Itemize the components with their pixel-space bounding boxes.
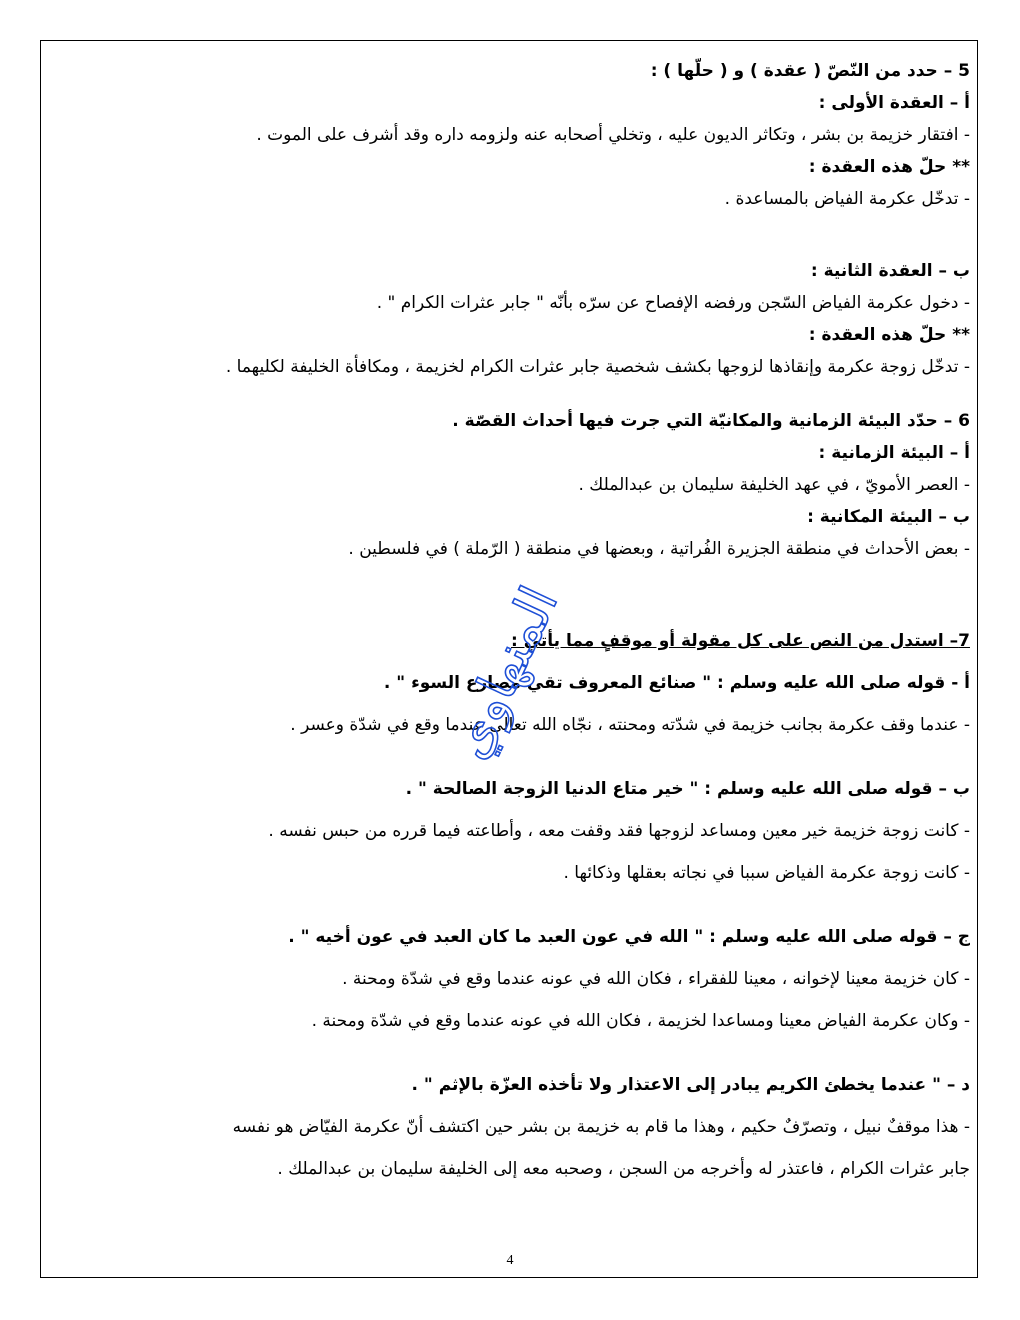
page-content — [70, 55, 970, 1190]
q5-second-text: - دخول عكرمة الفياض السّجن ورفضه الإفصاح عن سرّه بأنّه " جابر عثرات الكرام " . — [376, 293, 970, 313]
q5-second-solution-heading: ** حلّ هذه العقدة : — [808, 325, 970, 345]
q7-title: 7– استدل من النص على كل مقولة أو موقفٍ مما يأتي : — [511, 631, 970, 651]
q7-d-text-2: جابر عثرات الكرام ، فاعتذر له وأخرجه من السجن ، وصحبه معه إلى الخليفة سليمان بن عبدالملك . — [277, 1159, 970, 1179]
q6-title: 6 – حدّد البيئة الزمانية والمكانيّة التي جرت فيها أحداث القصّة . — [452, 411, 970, 431]
q5-first-heading: أ – العقدة الأولى : — [818, 93, 970, 113]
q7-a-text: - عندما وقف عكرمة بجانب خزيمة في شدّته ومحنته ، نجّاه الله تعالى عندما وقع في شدّة وعسر . — [290, 715, 970, 735]
q6-place-text: - بعض الأحداث في منطقة الجزيرة الفُراتية ، وبعضها في منطقة ( الرّملة ) في فلسطين . — [348, 539, 970, 559]
q7-b-quote: ب – قوله صلى الله عليه وسلم : " خير متاع الدنيا الزوجة الصالحة " . — [405, 779, 970, 799]
q7-d-text-1: - هذا موقفٌ نبيل ، وتصرّفٌ حكيم ، وهذا ما قام به خزيمة بن بشر حين اكتشف أنّ عكرمة الفيّاض هو نفسه — [232, 1117, 970, 1137]
q7-c-quote: ج – قوله صلى الله عليه وسلم : " الله في عون العبد ما كان العبد في عون أخيه " . — [288, 927, 970, 947]
q5-second-solution-text: - تدخّل زوجة عكرمة وإنقاذها لزوجها بكشف شخصية جابر عثرات الكرام لخزيمة ، ومكافأة الخليفة لكليهما . — [225, 357, 970, 377]
q6-place-heading: ب – البيئة المكانية : — [807, 507, 970, 527]
q7-d-quote: د – " عندما يخطئ الكريم يبادر إلى الاعتذار ولا تأخذه العزّة بالإثم " . — [411, 1075, 970, 1095]
watermark-text: المنهاوي — [439, 577, 571, 768]
q5-first-solution-heading: ** حلّ هذه العقدة : — [808, 157, 970, 177]
q7-c-text-1: - كان خزيمة معينا لإخوانه ، معينا للفقراء ، فكان الله في عونه عندما وقع في شدّة ومحنة . — [342, 969, 970, 989]
q7-a-quote: أ - قوله صلى الله عليه وسلم : " صنائع المعروف تقي مصارع السوء " . — [383, 673, 970, 693]
q6-time-text: - العصر الأمويّ ، في عهد الخليفة سليمان بن عبدالملك . — [578, 475, 970, 495]
q5-title: 5 – حدد من النّصّ ( عقدة ) و ( حلّها ) : — [650, 61, 970, 81]
q6-time-heading: أ – البيئة الزمانية : — [818, 443, 970, 463]
q5-first-solution-text: - تدخّل عكرمة الفياض بالمساعدة . — [724, 189, 970, 209]
q5-first-text: - افتقار خزيمة بن بشر ، وتكاثر الديون عليه ، وتخلي أصحابه عنه ولزومه داره وقد أشرف على الموت . — [256, 125, 970, 145]
q7-b-text-1: - كانت زوجة خزيمة خير معين ومساعد لزوجها فقد وقفت معه ، وأطاعته فيما قرره من حبس نفسه . — [268, 821, 970, 841]
q7-b-text-2: - كانت زوجة عكرمة الفياض سببا في نجاته بعقلها وذكائها . — [563, 863, 970, 883]
page-number: 4 — [506, 1253, 514, 1268]
q5-second-heading: ب – العقدة الثانية : — [810, 261, 970, 281]
q7-c-text-2: - وكان عكرمة الفياض معينا ومساعدا لخزيمة ، فكان الله في عونه عندما وقع في شدّة ومحنة . — [311, 1011, 970, 1031]
